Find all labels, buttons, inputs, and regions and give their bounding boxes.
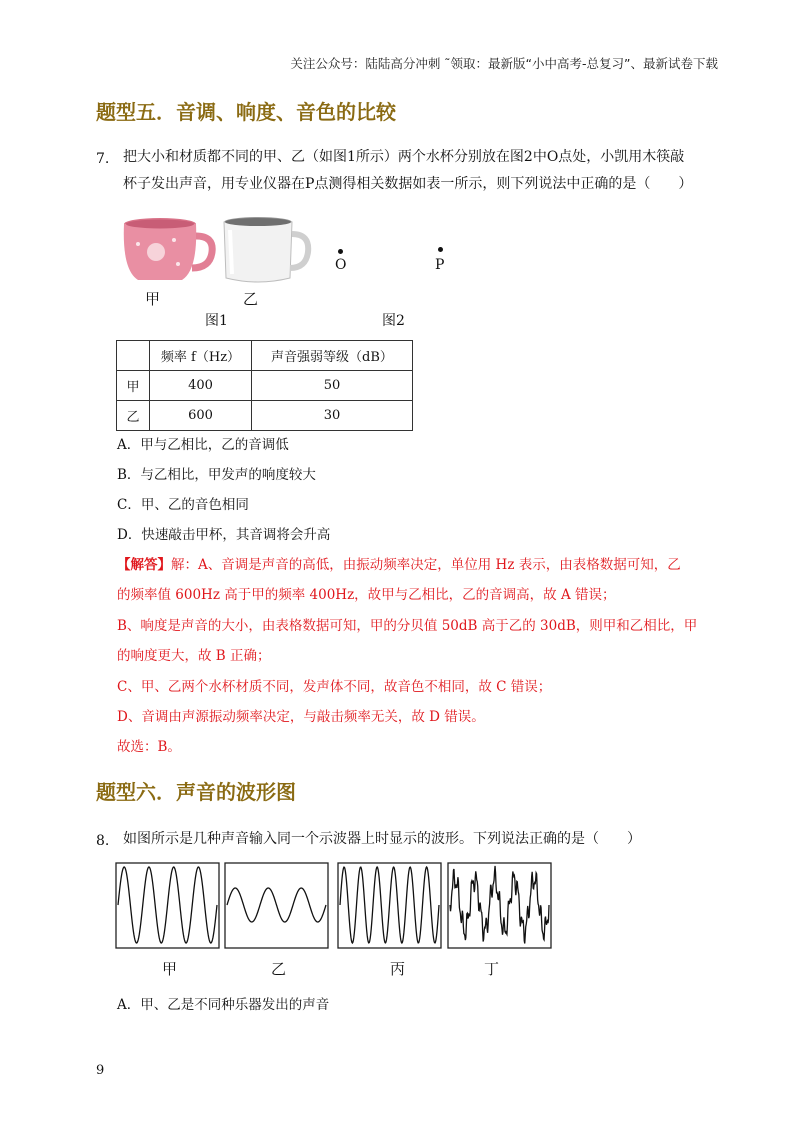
q7-option-c: C．甲、乙的音色相同: [117, 497, 249, 513]
waveform-figure: [115, 862, 555, 950]
table-header-row: [117, 341, 413, 371]
q8-stem: 如图所示是几种声音输入同一个示波器上时显示的波形。下列说法正确的是（ ）: [123, 831, 641, 847]
point-p-dot: [438, 247, 443, 252]
wave-label-ding: 丁: [484, 960, 500, 978]
waveform-jia: [116, 863, 219, 948]
fig1-label-b: 乙: [243, 290, 259, 308]
fig2-caption: 图2: [382, 313, 405, 329]
section5-title: 题型五．音调、响度、音色的比较: [96, 100, 396, 124]
table-row: [117, 401, 413, 431]
answer-tag: 【解答】: [117, 557, 171, 573]
page-number: 9: [96, 1063, 105, 1078]
table-header-cell: [117, 341, 150, 371]
point-p-label: P: [435, 257, 445, 273]
q8-number: 8.: [96, 833, 110, 849]
waveform-bing: [338, 863, 441, 948]
q8-option-a: A．甲、乙是不同种乐器发出的声音: [117, 997, 330, 1013]
q7-answer-line5: C、甲、乙两个水杯材质不同，发声体不同，故音色不相同，故 C 错误；: [117, 679, 552, 695]
table-cell: 50: [252, 371, 413, 401]
table-cell: 甲: [117, 371, 150, 401]
wave-label-jia: 甲: [162, 960, 178, 978]
white-cup-image: [224, 217, 308, 282]
table-header-cell: 声音强弱等级（dB）: [252, 341, 413, 371]
table-cell: 600: [150, 401, 252, 431]
q7-data-table: [116, 340, 413, 431]
q7-option-d: D．快速敲击甲杯，其音调将会升高: [117, 527, 331, 543]
table-cell: 乙: [117, 401, 150, 431]
q7-answer-line3: B、响度是声音的大小，由表格数据可知，甲的分贝值 50dB 高于乙的 30dB，则甲和乙相比，甲: [117, 618, 698, 634]
waveform-ding: [448, 863, 551, 948]
waveform-yi: [225, 863, 328, 948]
point-o-label: O: [335, 257, 347, 273]
q7-stem-line2: 杯子发出声音，用专业仪器在P点测得相关数据如表一所示，则下列说法中正确的是（ ）: [123, 176, 693, 192]
q7-number: 7.: [96, 151, 110, 167]
q7-stem: [123, 144, 723, 198]
point-o-dot: [338, 249, 343, 254]
page-header: 关注公众号：陆陆高分冲刺 ˜领取：最新版“小中高考-总复习”、最新试卷下载: [290, 56, 718, 71]
table-row: [117, 371, 413, 401]
q7-answer-line4: 的响度更大，故 B 正确；: [117, 648, 271, 664]
table-header-cell: 频率 f（Hz）: [150, 341, 252, 371]
section6-title: 题型六．声音的波形图: [96, 780, 296, 804]
q7-answer-choose: 故选：B。: [117, 739, 181, 755]
q7-option-b: B．与乙相比，甲发声的响度较大: [117, 467, 316, 483]
q7-answer-line1: [117, 553, 717, 573]
wave-label-yi: 乙: [271, 960, 287, 978]
fig1-caption: 图1: [205, 313, 228, 329]
fig1-cups: [112, 208, 312, 288]
fig1-label-a: 甲: [145, 290, 161, 308]
wave-label-bing: 丙: [390, 960, 406, 978]
q7-answer-line6: D、音调由声源振动频率决定，与敲击频率无关，故 D 错误。: [117, 709, 485, 725]
answer-text: 解：A、音调是声音的高低，由振动频率决定，单位用 Hz 表示，由表格数据可知，乙: [171, 557, 681, 573]
q7-option-a: A．甲与乙相比，乙的音调低: [117, 437, 289, 453]
pink-cup-image: [124, 218, 212, 280]
table-cell: 30: [252, 401, 413, 431]
table-cell: 400: [150, 371, 252, 401]
q7-stem-line1: 把大小和材质都不同的甲、乙（如图1所示）两个水杯分别放在图2中O点处，小凯用木筷敲: [123, 149, 685, 165]
q7-answer-line2: 的频率值 600Hz 高于甲的频率 400Hz，故甲与乙相比，乙的音调高，故 A 错误；: [117, 587, 616, 603]
